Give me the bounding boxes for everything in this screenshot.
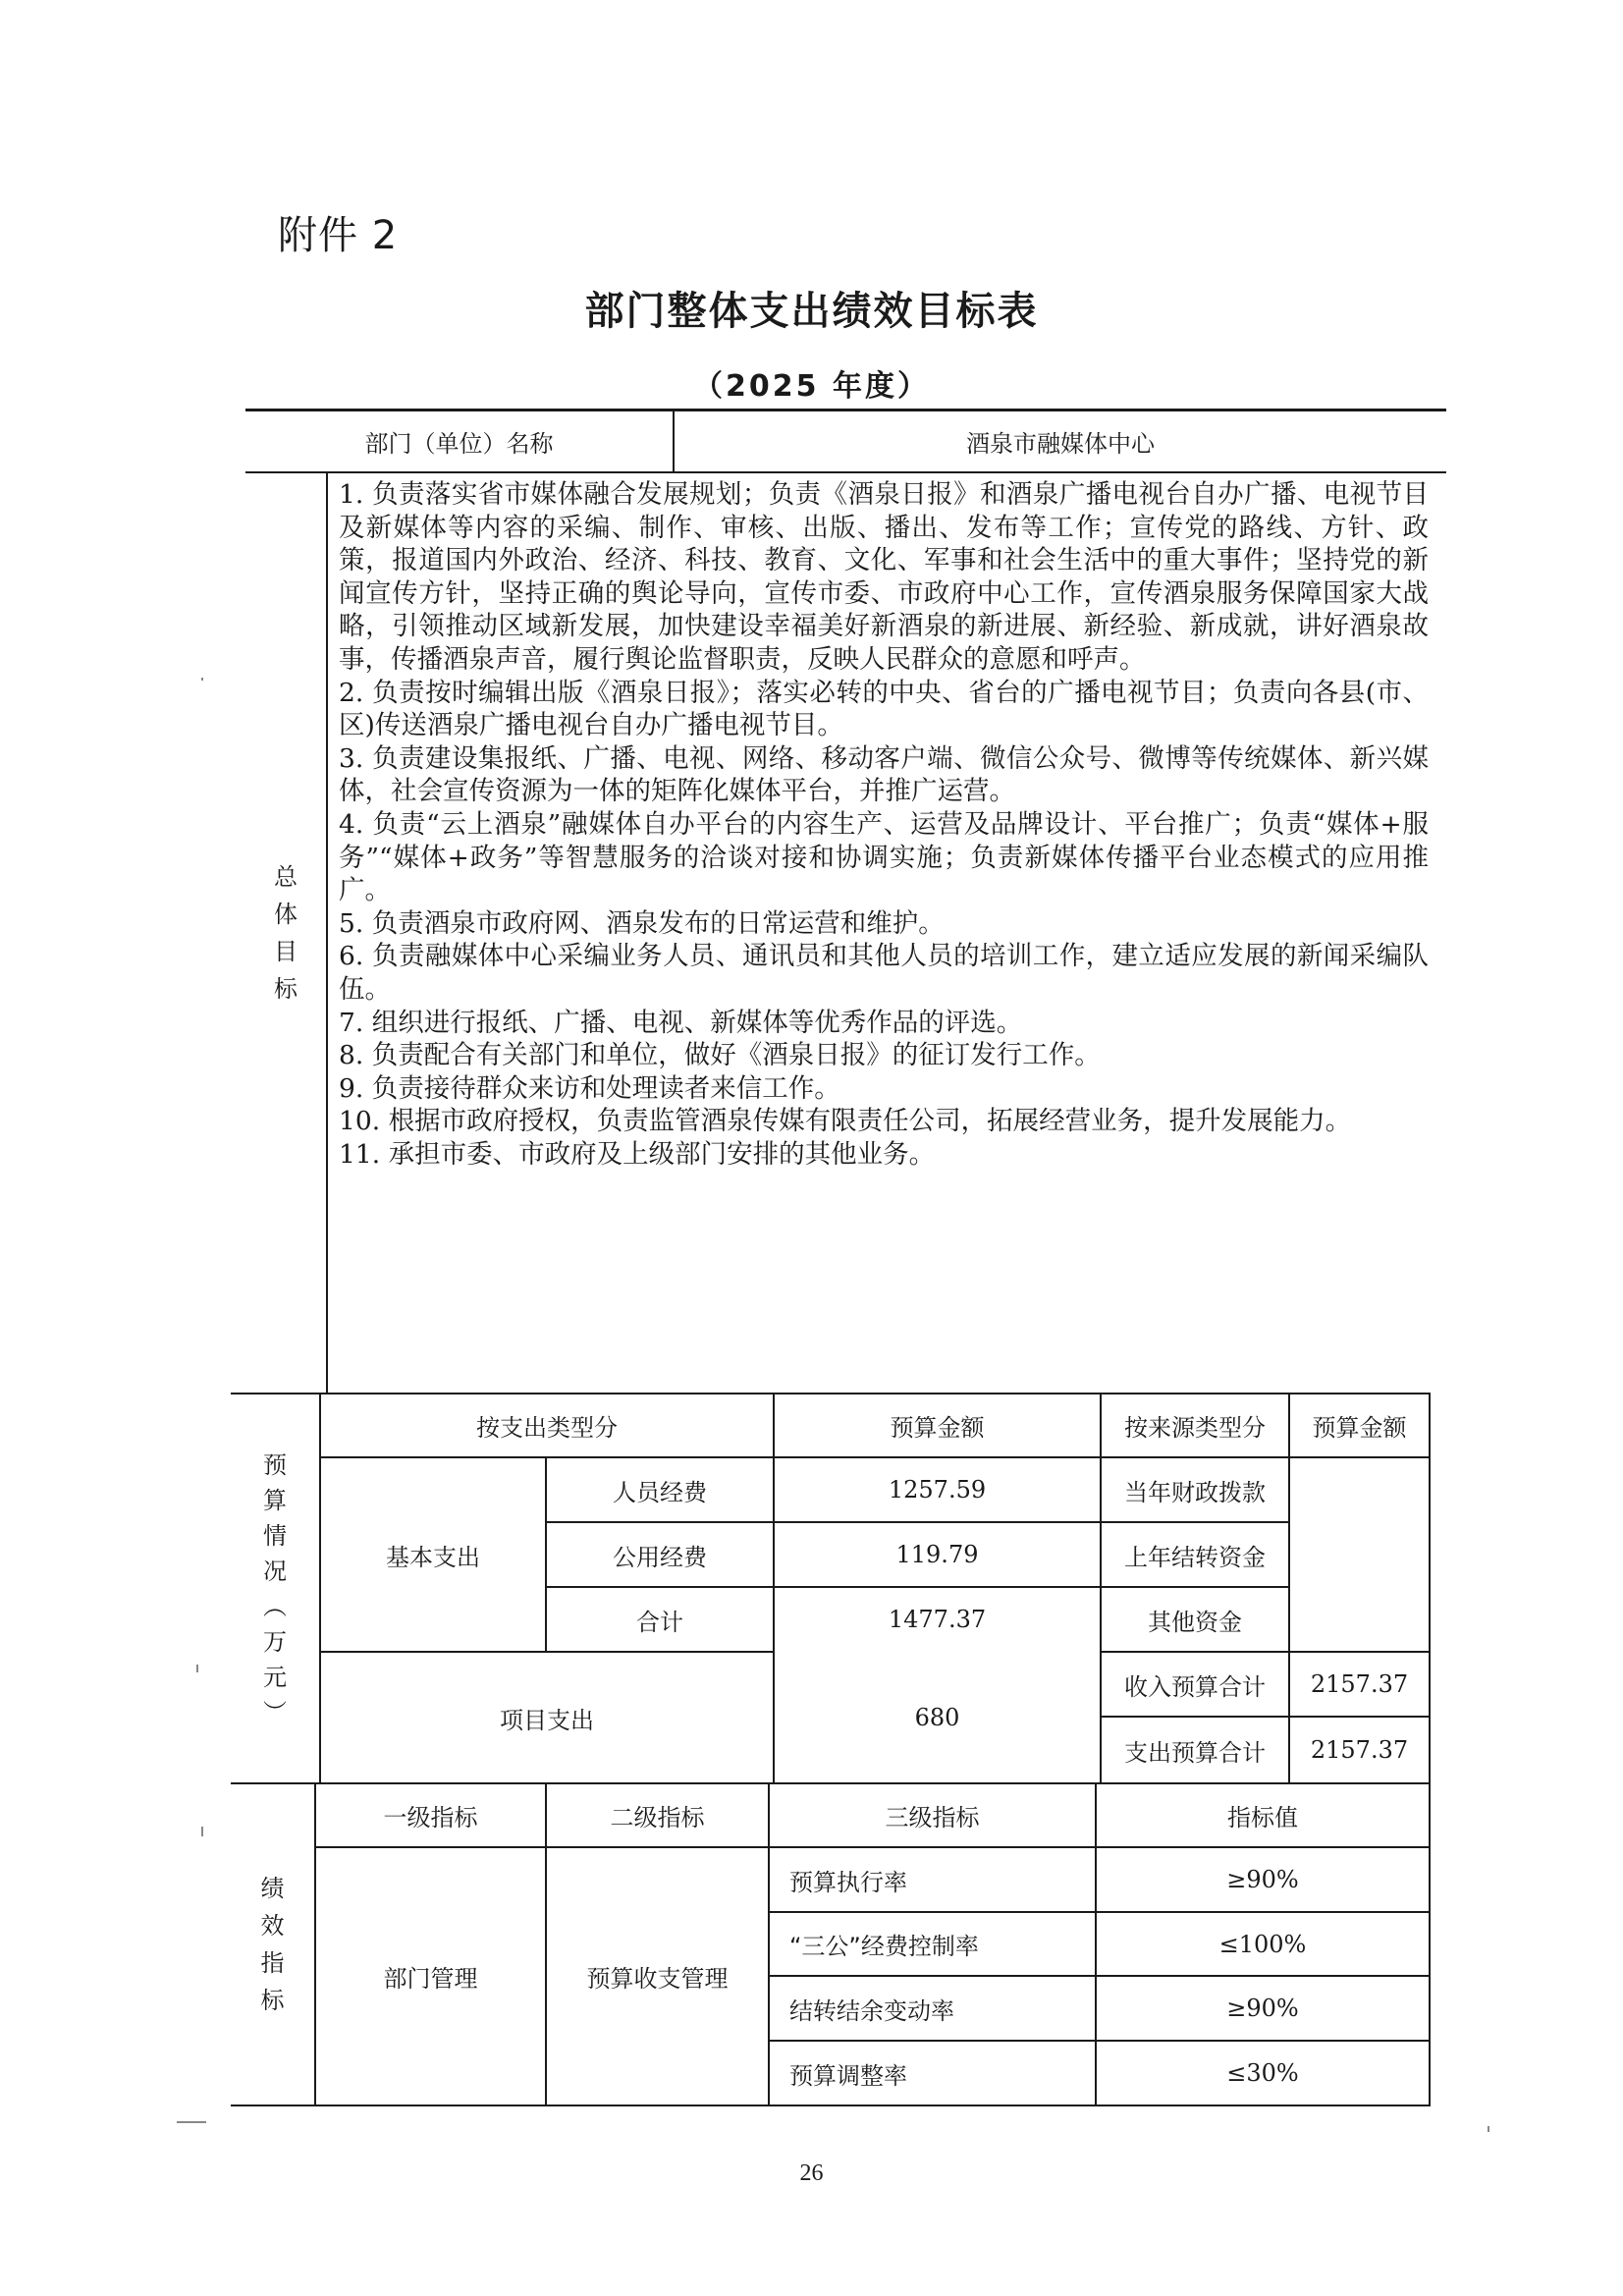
goal-item: 7. 组织进行报纸、广播、电视、新媒体等优秀作品的评选。: [339, 1007, 1023, 1038]
overall-goal-label: [245, 473, 326, 1393]
label-char: 体: [274, 901, 298, 928]
scan-speck: [201, 1827, 203, 1836]
goal-item: 2. 负责按时编辑出版《酒泉日报》；落实必转的中央、省台的广播电视节目；负责向各县(市、区)传送酒泉广播电视台自办广播电视节目。: [339, 677, 1429, 741]
level1-indicator: 部门管理: [383, 1965, 478, 1993]
basic-expense-label: 基本支出: [386, 1543, 480, 1571]
income-total-value: 2157.37: [1310, 1670, 1409, 1698]
goal-item: 9. 负责接待群众来访和处理读者来信工作。: [339, 1072, 840, 1104]
indicator-name: “三公”经费控制率: [789, 1933, 979, 1960]
source-other-label: 其他资金: [1148, 1608, 1242, 1636]
label-char: 预: [263, 1450, 287, 1479]
goal-item: 10. 根据市政府授权，负责监管酒泉传媒有限责任公司，拓展经营业务，提升发展能力。: [339, 1106, 1352, 1137]
basic-total-value: 1477.37: [888, 1606, 987, 1633]
label-char: 目: [274, 938, 298, 965]
indicator-name: 结转结余变动率: [789, 1996, 954, 2025]
scan-speck: [177, 2121, 206, 2123]
scan-speck: [1488, 2126, 1489, 2132]
income-total-label: 收入预算合计: [1124, 1672, 1266, 1701]
indicator-value: ≥90%: [1226, 1866, 1299, 1893]
department-name-value: 酒泉市融媒体中心: [966, 429, 1155, 458]
label-char: 情: [263, 1521, 287, 1550]
overall-goal-text: [339, 478, 1429, 1171]
personnel-label: 人员经费: [613, 1478, 707, 1506]
project-expense-label: 项目支出: [500, 1706, 594, 1734]
source-other-value: [1290, 1588, 1429, 1651]
indicator-value: ≤100%: [1218, 1930, 1307, 1958]
indicator-name: 预算执行率: [789, 1868, 907, 1896]
goal-item: 1. 负责落实省市媒体融合发展规划；负责《酒泉日报》和酒泉广播电视台自办广播、电视节目及新媒体等内容的采编、制作、审核、出版、播出、发布等工作；宣传党的路线、方针、政策，报道国内外政治、经济、科技、教育、文化、军事和社会生活中的重大事件；坚持党的新闻宣传方针，坚持正确的舆论导向，宣传市委、市政府中心工作，宣传酒泉服务保障国家大战略，引领推动区域新发展，加快建设幸福美好新酒泉的新进展、新经验、新成就，讲好酒泉故事，传播酒泉声音，履行舆论监督职责，反映人民群众的意愿和呼声。: [339, 479, 1429, 675]
goal-item: 5. 负责酒泉市政府网、酒泉发布的日常运营和维护。: [339, 907, 945, 939]
header-source-amount: 预算金额: [1312, 1414, 1407, 1442]
scan-speck: [196, 1665, 198, 1672]
public-expense-value: 119.79: [895, 1541, 979, 1568]
indicator-name: 预算调整率: [789, 2061, 907, 2090]
header-level2: 二级指标: [610, 1804, 705, 1831]
expense-total-value: 2157.37: [1310, 1736, 1409, 1764]
header-level3: 三级指标: [885, 1804, 980, 1831]
header-indicator-value: 指标值: [1227, 1804, 1298, 1831]
label-char: ︶: [263, 1698, 287, 1726]
header-amount: 预算金额: [890, 1414, 985, 1442]
label-char: 元: [263, 1663, 287, 1691]
performance-label: [231, 1784, 314, 2105]
label-char: 绩: [260, 1875, 285, 1902]
label-char: 指: [260, 1949, 285, 1977]
goal-item: 4. 负责“云上酒泉”融媒体自办平台的内容生产、运营及品牌设计、平台推广；负责“媒体+服务”“媒体+政务”等智慧服务的洽谈对接和协调实施；负责新媒体传播平台业态模式的应用推广。: [339, 808, 1429, 906]
department-name-label: 部门（单位）名称: [364, 429, 554, 458]
source-carryover-label: 上年结转资金: [1124, 1543, 1266, 1571]
goal-item: 11. 承担市委、市政府及上级部门安排的其他业务。: [339, 1138, 936, 1170]
indicator-value: ≥90%: [1226, 1995, 1299, 2022]
header-by-source: 按来源类型分: [1124, 1414, 1266, 1442]
public-expense-label: 公用经费: [613, 1543, 707, 1571]
header-level1: 一级指标: [383, 1804, 478, 1831]
source-current-year-label: 当年财政拨款: [1124, 1478, 1266, 1506]
personnel-value: 1257.59: [888, 1476, 987, 1503]
page-title: 部门整体支出绩效目标表: [584, 289, 1039, 334]
attachment-label: 附件 2: [278, 213, 399, 258]
page-number: 26: [799, 2160, 824, 2186]
level2-indicator: 预算收支管理: [586, 1965, 729, 1993]
label-char: 万: [263, 1627, 287, 1656]
label-char: 况: [263, 1557, 287, 1585]
budget-label: [231, 1394, 319, 1782]
scan-speck: [201, 678, 203, 681]
indicator-value: ≤30%: [1226, 2059, 1299, 2087]
label-char: 算: [263, 1486, 287, 1514]
goal-item: 8. 负责配合有关部门和单位，做好《酒泉日报》的征订发行工作。: [339, 1040, 1101, 1071]
label-char: 标: [260, 1987, 285, 2014]
source-carryover-value: [1290, 1523, 1429, 1586]
label-char: 标: [274, 975, 298, 1003]
year-subtitle: （2025 年度）: [693, 369, 930, 404]
header-by-type: 按支出类型分: [476, 1414, 618, 1442]
project-expense-value: 680: [914, 1704, 960, 1731]
label-char: 总: [274, 863, 298, 891]
source-current-year-value: [1290, 1458, 1429, 1521]
label-char: ︵: [263, 1592, 287, 1620]
goal-item: 6. 负责融媒体中心采编业务人员、通讯员和其他人员的培训工作，建立适应发展的新闻采编队伍。: [339, 941, 1429, 1005]
expense-total-label: 支出预算合计: [1124, 1738, 1266, 1767]
label-char: 效: [260, 1912, 285, 1940]
goal-item: 3. 负责建设集报纸、广播、电视、网络、移动客户端、微信公众号、微博等传统媒体、新兴媒体，社会宣传资源为一体的矩阵化媒体平台，并推广运营。: [339, 742, 1429, 807]
basic-total-label: 合计: [636, 1608, 683, 1636]
